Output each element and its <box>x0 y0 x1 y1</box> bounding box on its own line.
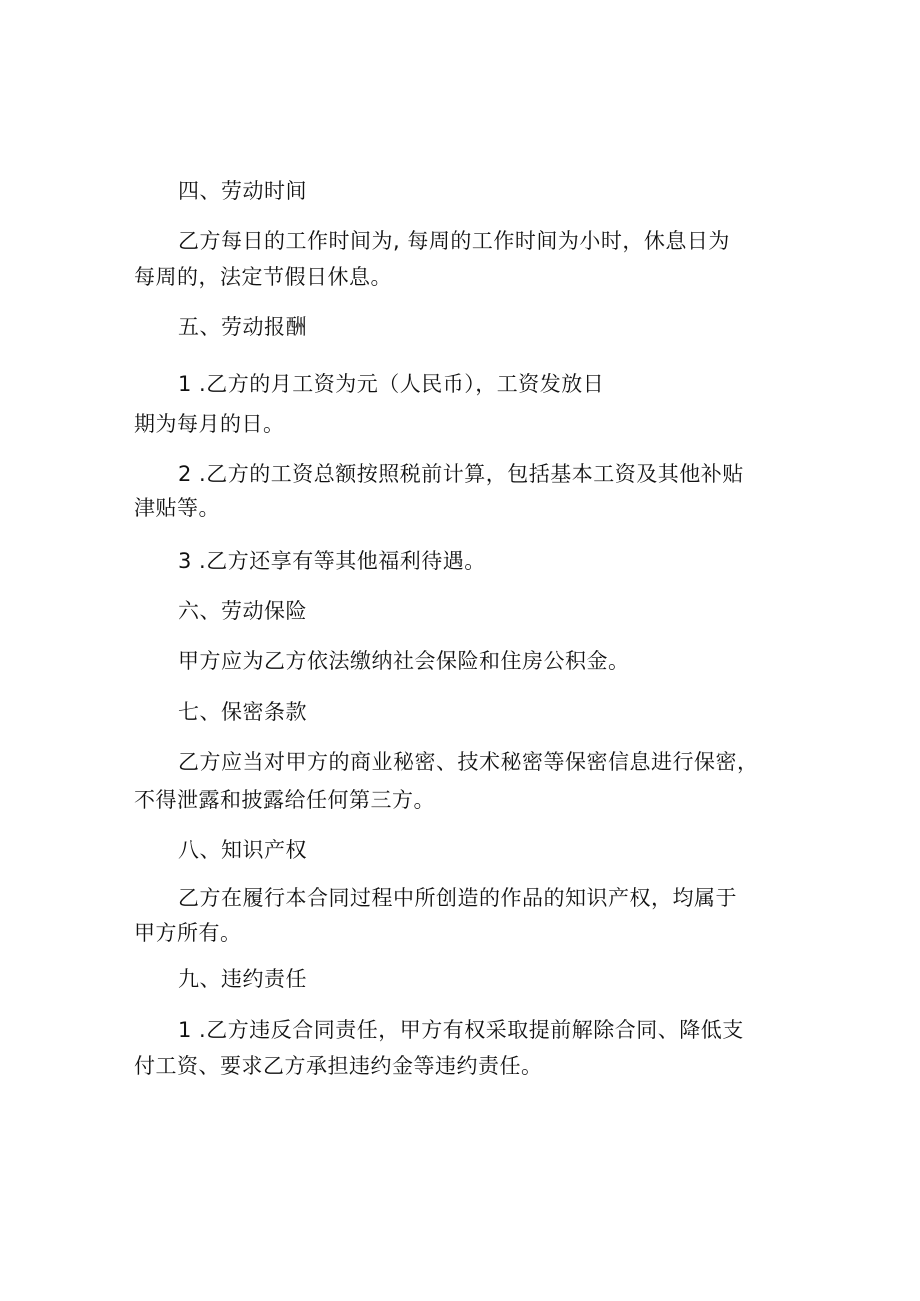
clause-salary-line-1: 1 .乙方的月工资为元（人民币），工资发放日 <box>178 372 605 396</box>
clause-breach-line-2: 付工资、要求乙方承担违约金等违约责任。 <box>134 1054 543 1078</box>
paragraph-insurance: 甲方应为乙方依法缴纳社会保险和住房公积金。 <box>178 649 630 673</box>
paragraph-intellectual-property-line-1: 乙方在履行本合同过程中所创造的作品的知识产权，均属于 <box>178 886 737 910</box>
section-heading-working-hours: 四、劳动时间 <box>178 179 307 203</box>
clause-breach-line-1: 1 .乙方违反合同责任，甲方有权采取提前解除合同、降低支 <box>178 1018 744 1042</box>
clause-salary-total-line-1: 2 .乙方的工资总额按照税前计算，包括基本工资及其他补贴 <box>178 462 744 486</box>
section-heading-intellectual-property: 八、知识产权 <box>178 838 307 862</box>
paragraph-confidentiality-line-2: 不得泄露和披露给任何第三方。 <box>134 788 435 812</box>
section-heading-confidentiality: 七、保密条款 <box>178 700 307 724</box>
section-heading-breach-liability: 九、违约责任 <box>178 967 307 991</box>
paragraph-working-hours-line-1: 乙方每日的工作时间为, 每周的工作时间为小时，休息日为 <box>178 229 730 253</box>
clause-salary-total-line-2: 津贴等。 <box>134 496 220 520</box>
paragraph-confidentiality-line-1: 乙方应当对甲方的商业秘密、技术秘密等保密信息进行保密， <box>178 750 759 774</box>
clause-benefits: 3 .乙方还享有等其他福利待遇。 <box>178 549 486 573</box>
section-heading-insurance: 六、劳动保险 <box>178 599 307 623</box>
section-heading-remuneration: 五、劳动报酬 <box>178 315 307 339</box>
clause-salary-line-2: 期为每月的日。 <box>134 412 285 436</box>
paragraph-intellectual-property-line-2: 甲方所有。 <box>134 921 242 945</box>
paragraph-working-hours-line-2: 每周的，法定节假日休息。 <box>134 265 392 289</box>
